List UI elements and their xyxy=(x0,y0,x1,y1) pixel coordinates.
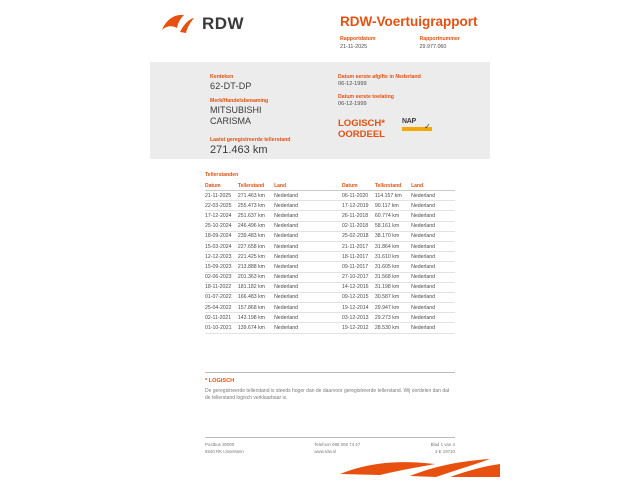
cell-date: 18-11-2022 xyxy=(205,282,238,292)
cell-mileage: 213.888 km xyxy=(238,262,274,272)
col-spacer xyxy=(318,181,342,191)
cell-spacer xyxy=(318,241,342,251)
cell-mileage: 31.568 km xyxy=(375,272,411,282)
footer-website[interactable]: www.rdw.nl xyxy=(314,448,337,454)
meta-report-date-label: Rapportdatum xyxy=(340,36,376,42)
table-row xyxy=(205,262,455,272)
verdict-line-2: OORDEEL xyxy=(338,129,385,140)
first-nl-registration-value: 06-12-1999 xyxy=(338,81,367,87)
cell-spacer xyxy=(318,221,342,231)
cell-country: Nederland xyxy=(411,231,455,241)
meta-report-number-label: Rapportnummer xyxy=(419,36,460,42)
cell-country: Nederland xyxy=(274,201,318,211)
cell-date: 17-12-2024 xyxy=(205,211,238,221)
cell-country: Nederland xyxy=(274,313,318,323)
cell-country: Nederland xyxy=(274,191,318,201)
meta-report-date-value: 21-11-2025 xyxy=(340,44,368,50)
cell-country: Nederland xyxy=(274,272,318,282)
cell-date: 01-10-2021 xyxy=(205,323,238,333)
check-icon: ✓ xyxy=(424,122,431,131)
first-nl-registration-label: Datum eerste afgifte in Nederland xyxy=(338,74,421,80)
first-admission-label: Datum eerste toelating xyxy=(338,94,394,100)
footer-decoration-icon xyxy=(340,458,500,478)
cell-spacer xyxy=(318,201,342,211)
cell-country: Nederland xyxy=(411,292,455,302)
vehicle-summary-panel xyxy=(150,62,490,159)
table-row xyxy=(205,252,455,262)
cell-date: 22-03-2025 xyxy=(205,201,238,211)
cell-spacer xyxy=(318,282,342,292)
cell-mileage: 31.198 km xyxy=(375,282,411,292)
cell-date: 09-11-2017 xyxy=(342,262,375,272)
vehicle-dates-block xyxy=(338,74,488,114)
cell-mileage: 181.182 km xyxy=(238,282,274,292)
cell-mileage: 227.658 km xyxy=(238,241,274,251)
merk-label: Merk/Handelsbenaming xyxy=(210,98,269,104)
cell-date: 14-12-2016 xyxy=(342,282,375,292)
cell-country: Nederland xyxy=(411,323,455,333)
table-row xyxy=(205,231,455,241)
cell-mileage: 114.157 km xyxy=(375,191,411,201)
cell-date: 15-09-2023 xyxy=(205,262,238,272)
cell-date: 02-11-2021 xyxy=(205,313,238,323)
table-row xyxy=(205,313,455,323)
cell-spacer xyxy=(318,292,342,302)
mileage-label: Laatst geregistreerde tellerstand xyxy=(210,137,291,143)
rdw-brand-text: RDW xyxy=(202,14,245,33)
cell-country: Nederland xyxy=(274,252,318,262)
cell-date: 12-12-2023 xyxy=(205,252,238,262)
col-country-left: Land xyxy=(274,181,318,191)
cell-mileage: 139.674 km xyxy=(238,323,274,333)
cell-country: Nederland xyxy=(411,252,455,262)
cell-mileage: 246.496 km xyxy=(238,221,274,231)
cell-spacer xyxy=(318,262,342,272)
cell-date: 01-07-2022 xyxy=(205,292,238,302)
verdict-line-1: LOGISCH* xyxy=(338,118,385,129)
report-meta xyxy=(340,36,460,50)
rdw-logo xyxy=(160,12,244,36)
footer-phone: Telefoon 088 008 74 47 xyxy=(314,442,361,447)
cell-country: Nederland xyxy=(274,323,318,333)
cell-date: 25-10-2024 xyxy=(205,221,238,231)
cell-country: Nederland xyxy=(274,221,318,231)
cell-country: Nederland xyxy=(411,313,455,323)
cell-country: Nederland xyxy=(411,282,455,292)
cell-date: 17-12-2019 xyxy=(342,201,375,211)
cell-mileage: 239.483 km xyxy=(238,231,274,241)
cell-country: Nederland xyxy=(411,303,455,313)
mileage-history-caption: Tellerstanden xyxy=(205,172,239,178)
cell-country: Nederland xyxy=(274,282,318,292)
cell-mileage: 201.363 km xyxy=(238,272,274,282)
footer-pagination xyxy=(431,442,455,455)
cell-mileage: 60.774 km xyxy=(375,211,411,221)
cell-date: 18-09-2024 xyxy=(205,231,238,241)
table-row xyxy=(205,201,455,211)
cell-date: 02-06-2023 xyxy=(205,272,238,282)
cell-date: 26-11-2018 xyxy=(342,211,375,221)
cell-spacer xyxy=(318,313,342,323)
footer-page-number: Blad 1 van 4 xyxy=(430,442,455,447)
cell-mileage: 29.273 km xyxy=(375,313,411,323)
cell-spacer xyxy=(318,252,342,262)
footnote-title: * LOGISCH xyxy=(205,378,235,384)
cell-country: Nederland xyxy=(274,241,318,251)
cell-date: 02-11-2018 xyxy=(342,221,375,231)
cell-mileage: 38.170 km xyxy=(375,231,411,241)
cell-mileage: 271.463 km xyxy=(238,191,274,201)
cell-country: Nederland xyxy=(411,272,455,282)
document-header xyxy=(0,0,640,62)
footer-doc-code: 3 E 19710 xyxy=(434,448,455,454)
cell-mileage: 58.161 km xyxy=(375,221,411,231)
col-date-left: Datum xyxy=(205,181,238,191)
footer-contact xyxy=(314,442,360,455)
page-title: RDW-Voertuigrapport xyxy=(340,14,478,29)
cell-country: Nederland xyxy=(274,303,318,313)
cell-country: Nederland xyxy=(411,262,455,272)
cell-country: Nederland xyxy=(411,201,455,211)
cell-mileage: 31.610 km xyxy=(375,252,411,262)
cell-spacer xyxy=(318,231,342,241)
verdict-text xyxy=(338,118,385,140)
cell-spacer xyxy=(318,272,342,282)
table-header-row xyxy=(205,181,455,191)
handelsbenaming-value: CARISMA xyxy=(210,116,252,126)
page-footer xyxy=(205,437,455,455)
cell-date: 06-11-2020 xyxy=(342,191,375,201)
cell-date: 03-12-2013 xyxy=(342,313,375,323)
cell-mileage: 31.864 km xyxy=(375,241,411,251)
first-admission-value: 06-12-1999 xyxy=(338,101,367,107)
cell-country: Nederland xyxy=(411,211,455,221)
cell-mileage: 28.530 km xyxy=(375,323,411,333)
kenteken-label: Kenteken xyxy=(210,74,234,80)
cell-date: 27-10-2017 xyxy=(342,272,375,282)
meta-report-date xyxy=(340,36,375,50)
cell-country: Nederland xyxy=(274,292,318,302)
col-country-right: Land xyxy=(411,181,455,191)
cell-date: 25-04-2022 xyxy=(205,303,238,313)
cell-spacer xyxy=(318,211,342,221)
table-row xyxy=(205,292,455,302)
cell-spacer xyxy=(318,191,342,201)
cell-mileage: 251.637 km xyxy=(238,211,274,221)
cell-country: Nederland xyxy=(274,231,318,241)
cell-date: 19-12-2012 xyxy=(342,323,375,333)
mileage-value: 271.463 km xyxy=(210,144,268,156)
rdw-flame-logo-icon xyxy=(160,12,196,36)
table-row xyxy=(205,241,455,251)
table-row xyxy=(205,303,455,313)
cell-country: Nederland xyxy=(411,191,455,201)
col-mileage-left: Tellerstand xyxy=(238,181,274,191)
table-row xyxy=(205,221,455,231)
cell-country: Nederland xyxy=(274,262,318,272)
table-row xyxy=(205,282,455,292)
kenteken-value: 62-DT-DP xyxy=(210,81,252,91)
table-row xyxy=(205,272,455,282)
cell-country: Nederland xyxy=(411,221,455,231)
cell-mileage: 255.473 km xyxy=(238,201,274,211)
cell-mileage: 166.483 km xyxy=(238,292,274,302)
cell-spacer xyxy=(318,303,342,313)
footer-address xyxy=(205,442,244,455)
footer-address-line-2: 8540 RK IJsselstein xyxy=(205,448,244,454)
nap-badge xyxy=(402,117,436,133)
cell-mileage: 157.868 km xyxy=(238,303,274,313)
cell-country: Nederland xyxy=(411,241,455,251)
footnote-text: De geregistreerde tellerstand is steeds hoger dan de daarvoor geregistreerde tellerstand. Wij oordelen dan dat de tellerstand logisch verklaarbaar is. xyxy=(205,388,450,401)
meta-report-number xyxy=(419,36,459,50)
cell-mileage: 30.587 km xyxy=(375,292,411,302)
meta-report-number-value: 29.977.060 xyxy=(419,44,447,50)
table-row xyxy=(205,211,455,221)
cell-country: Nederland xyxy=(274,211,318,221)
cell-mileage: 221.425 km xyxy=(238,252,274,262)
cell-date: 19-12-2014 xyxy=(342,303,375,313)
footnote-block xyxy=(205,372,455,402)
merk-value: MITSUBISHI xyxy=(210,105,262,115)
cell-date: 21-11-2017 xyxy=(342,241,375,251)
cell-date: 09-12-2015 xyxy=(342,292,375,302)
mileage-history-section xyxy=(205,172,455,334)
table-row xyxy=(205,323,455,333)
cell-mileage: 29.947 km xyxy=(375,303,411,313)
col-mileage-right: Tellerstand xyxy=(375,181,411,191)
cell-mileage: 31.605 km xyxy=(375,262,411,272)
cell-spacer xyxy=(318,323,342,333)
footer-address-line-1: Postbus 30000 xyxy=(205,442,235,447)
cell-mileage: 143.198 km xyxy=(238,313,274,323)
cell-date: 21-11-2025 xyxy=(205,191,238,201)
cell-date: 25-02-2018 xyxy=(342,231,375,241)
mileage-history-table xyxy=(205,181,455,334)
cell-date: 15-03-2024 xyxy=(205,241,238,251)
nap-badge-label: NAP xyxy=(402,118,416,125)
cell-mileage: 90.117 km xyxy=(375,201,411,211)
col-date-right: Datum xyxy=(342,181,375,191)
table-row xyxy=(205,191,455,201)
cell-date: 18-11-2017 xyxy=(342,252,375,262)
